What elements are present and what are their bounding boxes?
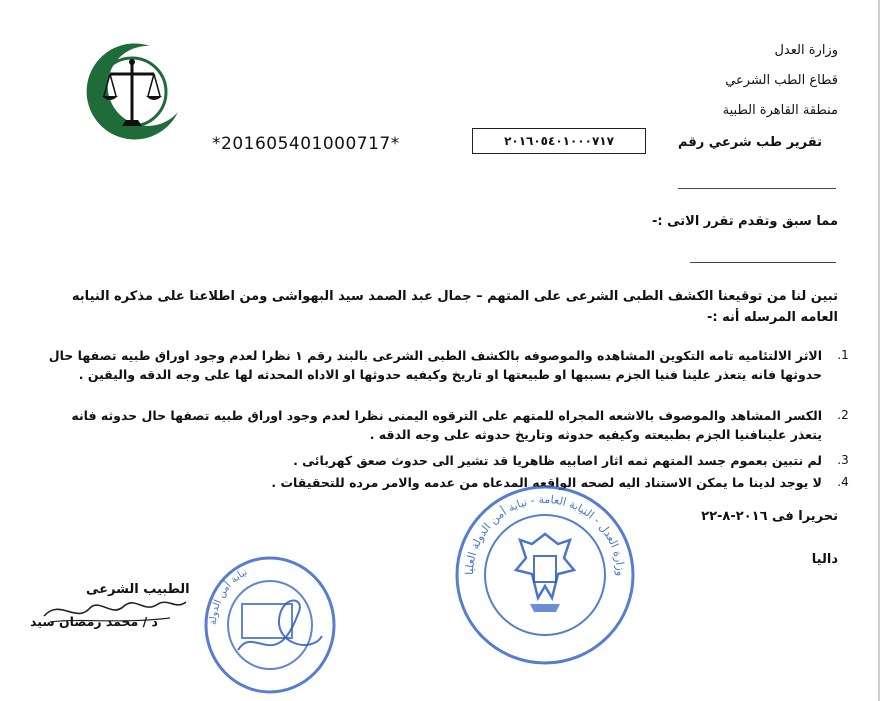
divider-line — [678, 188, 836, 189]
report-number-label: تقرير طب شرعي رقم — [678, 135, 822, 150]
finding-number: 2. — [837, 408, 849, 422]
finding-item — [42, 451, 849, 470]
main-paragraph: تبين لنا من توقيعنا الكشف الطبى الشرعى على المتهم – جمال عبد الصمد سيد البهواشى ومن اطلاعنا على مذكره النيابه العامه المرسله أنه :- — [71, 289, 838, 325]
date-line: تحريرا فى ٢٠١٦-٨-٢٢ — [701, 509, 838, 524]
finding-number: 3. — [837, 453, 849, 467]
svg-text:وزارة العدل - النيابة العامة -: وزارة العدل - النيابة العامة - نيابة أمن الدولة العليا — [462, 492, 628, 577]
finding-text: الاثر الالتئاميه تامه التكوين المشاهده والموصوفه بالكشف الطبى الشرعى بالبند رقم ١ نظرا لعدم وجود اوراق طبيه تصفها حال حدوثها فانه يتعذر علينا فنيا الجزم بسببها او طبيعتها او تاريخ وكيفيه حدوثها او الاداه المحدثه لها على وجه الدقه واليقين . — [48, 348, 822, 382]
finding-number: 4. — [837, 475, 849, 489]
svg-text:نيابة أمن الدولة: نيابة أمن الدولة — [207, 566, 250, 626]
finding-item — [42, 406, 849, 444]
finding-item — [42, 473, 849, 492]
finding-text: لم نتبين بعموم جسد المتهم ثمه اثار اصابيه ظاهريا قد تشير الى حدوث صعق كهربائى . — [293, 453, 822, 468]
city-line: داليا — [811, 552, 838, 567]
ministry-line: قطاع الطب الشرعي — [725, 73, 838, 88]
doctor-name: د / محمد رمضان سيد — [30, 614, 158, 629]
report-number-box: ٢٠١٦٠٥٤٠١٠٠٠٧١٧ — [472, 128, 646, 154]
finding-text: الكسر المشاهد والموصوف بالاشعه المجراه للمتهم على الترقوه اليمنى نظرا لعدم وجود اوراق طبيه تصفها حال حدوثه فانه يتعذر علينافنيا الجزم بطبيعته وكيفيه حدوثه وتاريخ حدوثه على وجه الدقه . — [71, 408, 822, 442]
doctor-title: الطبيب الشرعى — [86, 582, 190, 597]
finding-text: لا يوجد لدينا ما يمكن الاستناد اليه لصحه الواقعه المدعاه من عدمه والامر مرده للتحقيقات . — [271, 475, 822, 490]
ministry-line: منطقة القاهرة الطبية — [722, 103, 838, 118]
ministry-header — [723, 36, 838, 126]
official-stamp-icon — [452, 482, 638, 668]
finding-number: 1. — [837, 348, 849, 362]
page-border — [878, 0, 880, 701]
ministry-line: وزارة العدل — [774, 43, 838, 58]
intro-line: مما سبق وتقدم تقرر الاتى :- — [651, 214, 838, 229]
finding-item — [42, 346, 849, 384]
doctor-stamp-icon — [202, 554, 338, 696]
justice-scale-logo-icon — [80, 40, 184, 144]
divider-line — [690, 262, 836, 263]
barcode-text: *201605401000717* — [212, 134, 400, 154]
